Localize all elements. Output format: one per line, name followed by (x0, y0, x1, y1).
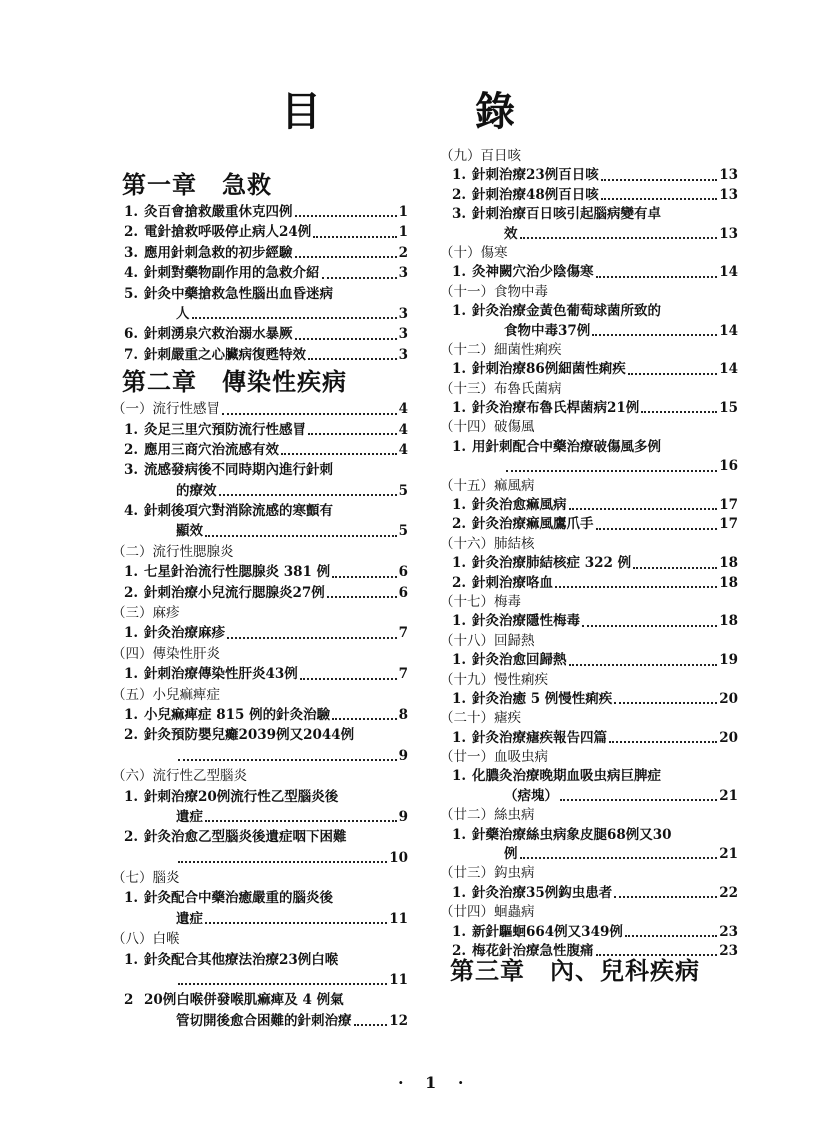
toc-entry (440, 884, 738, 903)
toc-entry (112, 664, 408, 684)
entry-number: 1. (452, 167, 467, 184)
chapter-heading: 第二章 傳染性疾病 (122, 367, 347, 397)
toc-section (112, 766, 408, 786)
entry-title: （十九）慢性痢疾 (440, 671, 548, 688)
toc-section (112, 542, 408, 562)
entry-title: 針刺治療小兒流行腮腺炎27例 (144, 584, 325, 601)
entry-title: 針刺治療傳染性肝炎43例 (144, 666, 298, 683)
page-ref: 10 (389, 849, 408, 866)
toc-entry (440, 360, 738, 379)
dot-leader (596, 276, 718, 278)
entry-title: 針灸治療布魯氏桿菌病21例 (472, 400, 640, 417)
toc-entry (440, 612, 738, 631)
entry-title: 應用針刺急救的初步經驗 (144, 244, 293, 261)
toc-section (440, 341, 738, 360)
entry-number: 4. (124, 503, 139, 520)
toc-entry-continuation (112, 848, 408, 868)
toc-entry (440, 515, 738, 534)
entry-title-continuation: 遺症 (176, 808, 203, 825)
toc-entry (112, 202, 408, 222)
page-ref: 14 (719, 322, 738, 339)
entry-title: （十四）破傷風 (440, 419, 535, 436)
page-ref: 9 (398, 747, 408, 764)
page-ref: 12 (389, 1012, 408, 1029)
entry-title: （一）流行性感冒 (112, 401, 220, 418)
chapter-heading: 第一章 急救 (122, 170, 272, 199)
toc-section (112, 929, 408, 949)
toc-entry (112, 501, 408, 521)
entry-title: 用針刺配合中藥治療破傷風多例 (472, 438, 661, 455)
entry-number: 1. (452, 652, 467, 669)
toc-entry (440, 399, 738, 418)
entry-title: （十八）回歸熱 (440, 632, 535, 649)
entry-title: 針刺對藥物副作用的急救介紹 (144, 265, 320, 282)
dot-leader (313, 236, 396, 238)
toc-entry (112, 324, 408, 344)
entry-title: 針灸中藥搶救急性腦出血昏迷病 (144, 285, 333, 302)
entry-number: 1. (452, 497, 467, 514)
page-ref: 23 (719, 923, 738, 940)
entry-number: 2. (124, 441, 139, 458)
page-ref: 21 (719, 787, 738, 804)
toc-entry (112, 440, 408, 460)
toc-entry (440, 186, 738, 205)
entry-number: 7. (124, 346, 139, 363)
toc-section (440, 903, 738, 922)
entry-number: 1. (124, 890, 139, 907)
entry-number: 1. (452, 768, 467, 785)
dot-leader (560, 799, 717, 801)
page-ref: 15 (719, 400, 738, 417)
dot-leader (609, 741, 717, 743)
entry-title: （四）傳染性肝炎 (112, 645, 220, 662)
page-ref: 20 (719, 690, 738, 707)
page-ref: 3 (398, 346, 408, 363)
toc-entry (112, 787, 408, 807)
page-ref: 4 (398, 441, 408, 458)
toc-entry (112, 950, 408, 970)
toc-entry-continuation (112, 909, 408, 929)
toc-entry (112, 705, 408, 725)
entry-number: 1. (124, 951, 139, 968)
page-ref: 11 (389, 910, 408, 927)
toc-entry (112, 623, 408, 643)
entry-title: 針灸預防嬰兒癱2039例又2044例 (144, 727, 355, 744)
dot-leader (633, 567, 717, 569)
entry-title: 針灸治療隱性梅毒 (472, 613, 580, 630)
toc-entry (440, 166, 738, 185)
entry-title: （廿一）血吸虫病 (440, 749, 548, 766)
entry-number: 4. (124, 265, 139, 282)
dot-leader (520, 857, 718, 859)
dot-leader (596, 528, 718, 530)
toc-section (440, 535, 738, 554)
dot-leader (601, 198, 717, 200)
entry-number: 1. (124, 788, 139, 805)
toc-entry-continuation (112, 807, 408, 827)
dot-leader (582, 625, 717, 627)
entry-title: （八）白喉 (112, 931, 180, 948)
entry-title: （十一）食物中毒 (440, 283, 548, 300)
dot-leader (219, 494, 397, 496)
page-number: · 1 · (398, 1073, 472, 1092)
page-ref: 21 (719, 846, 738, 863)
page-ref: 4 (398, 421, 408, 438)
entry-title: 灸神闕穴治少陰傷寒 (472, 264, 594, 281)
entry-number: 1. (124, 421, 139, 438)
toc-section (440, 748, 738, 767)
toc-entry-continuation (112, 521, 408, 541)
entry-title: （廿三）鈎虫病 (440, 865, 535, 882)
entry-number: 1. (124, 564, 139, 581)
dot-leader (601, 179, 717, 181)
entry-title: 針刺治療48例百日咳 (472, 186, 599, 203)
page-ref: 17 (719, 516, 738, 533)
entry-number: 2. (452, 574, 467, 591)
entry-number: 3. (124, 244, 139, 261)
toc-entry (112, 827, 408, 847)
dot-leader (178, 759, 397, 761)
dot-leader (281, 453, 397, 455)
dot-leader (205, 922, 387, 924)
entry-title: 化膿灸治療晚期血吸虫病巨脾症 (472, 768, 661, 785)
entry-title-continuation: 管切開後愈合困難的針刺治療 (176, 1012, 352, 1029)
page-ref: 7 (398, 666, 408, 683)
toc-entry (112, 460, 408, 480)
entry-number: 3. (452, 206, 467, 223)
entry-number: 2. (452, 943, 467, 959)
toc-section (440, 477, 738, 496)
toc-section (440, 593, 738, 612)
entry-number: 1. (452, 303, 467, 320)
dot-leader (354, 1024, 388, 1026)
entry-title-continuation: 人 (176, 305, 190, 322)
entry-number: 2. (124, 584, 139, 601)
toc-entry (112, 889, 408, 909)
toc-section (440, 418, 738, 437)
page-ref: 13 (719, 225, 738, 242)
toc-entry (440, 205, 738, 224)
entry-title-continuation: 效 (504, 225, 518, 242)
entry-number: 1. (452, 884, 467, 901)
entry-title: 針刺治療百日咳引起腦病變有卓 (472, 206, 661, 223)
entry-title: 針刺治療20例流行性乙型腦炎後 (144, 788, 339, 805)
toc-section (112, 644, 408, 664)
toc-entry-continuation (440, 225, 738, 244)
entry-title: （九）百日咳 (440, 147, 521, 164)
page-ref: 18 (719, 574, 738, 591)
entry-title: 灸足三里穴預防流行性感冒 (144, 421, 306, 438)
entry-title: 針灸治療瘧疾報告四篇 (472, 729, 607, 746)
entry-title: 針灸治療麻疹 (144, 625, 225, 642)
page-ref: 5 (398, 482, 408, 499)
toc-entry (440, 574, 738, 593)
toc-entry (112, 420, 408, 440)
dot-leader (569, 508, 718, 510)
entry-number: 1. (124, 625, 139, 642)
page-ref: 22 (719, 884, 738, 901)
entry-number: 2 (124, 992, 134, 1009)
toc-entry-continuation (112, 970, 408, 990)
toc-entry (112, 243, 408, 263)
page-ref: 18 (719, 613, 738, 630)
entry-title: 針灸治療35例鈎虫患者 (472, 884, 613, 901)
entry-title: 針灸治療金黃色葡萄球菌所致的 (472, 303, 661, 320)
toc-section (112, 603, 408, 623)
entry-number: 6. (124, 326, 139, 343)
page-ref: 3 (398, 305, 408, 322)
entry-number: 2. (452, 516, 467, 533)
entry-number: 1. (452, 438, 467, 455)
dot-leader (295, 256, 397, 258)
toc-entry (440, 826, 738, 845)
page-ref: 17 (719, 497, 738, 514)
dot-leader (625, 935, 717, 937)
entry-title: 針刺治療86例細菌性痢疾 (472, 361, 626, 378)
dot-leader (300, 678, 397, 680)
entry-number: 1. (452, 613, 467, 630)
entry-number: 1. (452, 923, 467, 940)
toc-section (440, 709, 738, 728)
toc-entry-continuation (112, 746, 408, 766)
page-ref: 13 (719, 167, 738, 184)
toc-entry (440, 263, 738, 282)
toc-entry (112, 583, 408, 603)
entry-number: 1. (452, 826, 467, 843)
page-ref: 6 (398, 584, 408, 601)
entry-title: 針灸治癒 5 例慢性痢疾 (472, 690, 613, 707)
entry-title: 針灸治愈痲風病 (472, 497, 567, 514)
dot-leader (178, 983, 387, 985)
dot-leader (308, 358, 397, 360)
page-ref: 23 (719, 943, 738, 959)
entry-title: 電針搶救呼吸停止病人24例 (144, 224, 312, 241)
entry-title: 針刺治療23例百日咳 (472, 167, 599, 184)
toc-entry-continuation (440, 457, 738, 476)
toc-entry-continuation (440, 845, 738, 864)
entry-number: 5. (124, 285, 139, 302)
entry-title: （十二）細菌性痢疾 (440, 341, 562, 358)
entry-title: 梅花針治療急性腹痛 (472, 943, 594, 959)
entry-number: 1. (452, 729, 467, 746)
dot-leader (506, 470, 717, 472)
entry-title: 小兒痲痺症 815 例的針灸治驗 (144, 706, 331, 723)
entry-title: 針灸配合中藥治癒嚴重的腦炎後 (144, 890, 333, 907)
toc-section (440, 380, 738, 399)
toc-entry (112, 263, 408, 283)
toc-entry (112, 222, 408, 242)
page-ref: 4 (398, 401, 408, 418)
toc-section (112, 868, 408, 888)
entry-number: 1. (124, 666, 139, 683)
entry-title: 針刺治療咯血 (472, 574, 553, 591)
page-ref: 2 (398, 244, 408, 261)
dot-leader (227, 637, 397, 639)
entry-title: （十三）布魯氏菌病 (440, 380, 562, 397)
dot-leader (555, 586, 717, 588)
chapter-heading: 第三章 內、兒科疾病 (450, 956, 700, 986)
entry-number: 1. (452, 264, 467, 281)
toc-entry-continuation (112, 481, 408, 501)
entry-title: 20例白喉併發喉肌痲痺及 4 例氣 (144, 992, 344, 1009)
entry-title: 針刺湧泉穴救治溺水暴厥 (144, 326, 293, 343)
entry-title: 七星針治流行性腮腺炎 381 例 (144, 564, 331, 581)
toc-entry (440, 438, 738, 457)
toc-entry (440, 554, 738, 573)
dot-leader (592, 334, 717, 336)
toc-section (112, 685, 408, 705)
toc-entry (440, 496, 738, 515)
entry-title: 針刺後項穴對消除流感的寒顫有 (144, 503, 333, 520)
toc-section (440, 864, 738, 883)
toc-section (440, 147, 738, 166)
entry-title-continuation: 的療效 (176, 482, 217, 499)
entry-title: 流感發病後不同時期內進行針刺 (144, 462, 333, 479)
entry-title-continuation: （痞塊） (504, 787, 558, 804)
toc-entry (440, 923, 738, 942)
entry-title: 針灸治療肺結核症 322 例 (472, 555, 632, 572)
page-ref: 5 (398, 523, 408, 540)
toc-entry (440, 302, 738, 321)
toc-section (440, 283, 738, 302)
dot-leader (327, 596, 397, 598)
entry-title: （二）流行性腮腺炎 (112, 543, 234, 560)
page-ref: 1 (398, 203, 408, 220)
dot-leader (614, 896, 717, 898)
page-ref: 14 (719, 264, 738, 281)
page-ref: 8 (398, 706, 408, 723)
dot-leader (178, 861, 387, 863)
entry-title: （七）腦炎 (112, 870, 180, 887)
toc-section (440, 671, 738, 690)
toc-entry-continuation (112, 304, 408, 324)
entry-title: （三）麻疹 (112, 605, 180, 622)
dot-leader (628, 373, 717, 375)
entry-number: 2. (124, 727, 139, 744)
page-ref: 11 (389, 972, 408, 989)
entry-number: 1. (124, 203, 139, 220)
dot-leader (614, 702, 717, 704)
entry-title: （十）傷寒 (440, 244, 508, 261)
dot-leader (205, 535, 397, 537)
dot-leader (192, 317, 397, 319)
toc-section (112, 399, 408, 419)
entry-title: （十七）梅毒 (440, 593, 521, 610)
entry-title: 針灸治療痲風鷹爪手 (472, 516, 594, 533)
toc-entry (440, 690, 738, 709)
toc-entry-continuation (112, 1011, 408, 1031)
page-ref: 9 (398, 808, 408, 825)
entry-title-continuation: 例 (504, 846, 518, 863)
dot-leader (308, 433, 397, 435)
page-ref: 16 (719, 458, 738, 475)
page-ref: 19 (719, 652, 738, 669)
page-title: 目 錄 (281, 88, 585, 135)
page-ref: 1 (398, 224, 408, 241)
entry-title-continuation: 食物中毒37例 (504, 322, 591, 339)
toc-entry (440, 651, 738, 670)
page-ref: 7 (398, 625, 408, 642)
dot-leader (222, 413, 397, 415)
entry-title: （十六）肺結核 (440, 535, 535, 552)
entry-title: （五）小兒痲痺症 (112, 686, 220, 703)
entry-number: 2. (452, 186, 467, 203)
page-ref: 13 (719, 186, 738, 203)
toc-column-left (112, 168, 408, 1031)
toc-entry (440, 768, 738, 787)
page-ref: 3 (398, 265, 408, 282)
toc-entry (112, 725, 408, 745)
entry-title-continuation: 顯效 (176, 523, 203, 540)
page-ref: 14 (719, 361, 738, 378)
entry-title: 針灸配合其他療法治療23例白喉 (144, 951, 339, 968)
dot-leader (520, 237, 718, 239)
page-ref: 3 (398, 326, 408, 343)
entry-title: （六）流行性乙型腦炎 (112, 768, 247, 785)
entry-title: 灸百會搶救嚴重休克四例 (144, 203, 293, 220)
page-ref: 6 (398, 564, 408, 581)
entry-title: （二十）瘧疾 (440, 710, 521, 727)
dot-leader (641, 411, 717, 413)
page-ref: 18 (719, 555, 738, 572)
entry-number: 2. (124, 224, 139, 241)
entry-number: 1. (452, 400, 467, 417)
entry-title-continuation: 遺症 (176, 910, 203, 927)
entry-number: 3. (124, 462, 139, 479)
entry-number: 1. (452, 361, 467, 378)
toc-entry (112, 284, 408, 304)
entry-title: 應用三商穴治流感有效 (144, 441, 279, 458)
toc-entry-continuation (440, 787, 738, 806)
entry-title: 針刺嚴重之心臟病復甦特效 (144, 346, 306, 363)
entry-title: 針灸治愈回歸熱 (472, 652, 567, 669)
toc-column-right (440, 147, 738, 986)
entry-title: 新針驅蛔664例又349例 (472, 923, 623, 940)
dot-leader (322, 277, 397, 279)
toc-entry (440, 729, 738, 748)
entry-title: （十五）痲風病 (440, 477, 535, 494)
toc-section (440, 806, 738, 825)
entry-number: 1. (124, 706, 139, 723)
toc-entry (112, 562, 408, 582)
dot-leader (332, 718, 397, 720)
toc-section (440, 244, 738, 263)
dot-leader (295, 338, 397, 340)
dot-leader (569, 664, 718, 666)
page-ref: 20 (719, 729, 738, 746)
entry-number: 1. (452, 555, 467, 572)
entry-title: （廿二）絲虫病 (440, 807, 535, 824)
entry-title: （廿四）蛔蟲病 (440, 904, 535, 921)
entry-number: 2. (124, 829, 139, 846)
dot-leader (295, 215, 397, 217)
toc-section (440, 632, 738, 651)
entry-title: 針灸治愈乙型腦炎後遺症咽下困難 (144, 829, 347, 846)
entry-number: 1. (452, 690, 467, 707)
toc-entry (112, 990, 408, 1010)
toc-entry (112, 345, 408, 365)
toc-entry-continuation (440, 322, 738, 341)
dot-leader (205, 820, 397, 822)
dot-leader (332, 576, 397, 578)
entry-title: 針藥治療絲虫病象皮腿68例又30 (472, 826, 672, 843)
